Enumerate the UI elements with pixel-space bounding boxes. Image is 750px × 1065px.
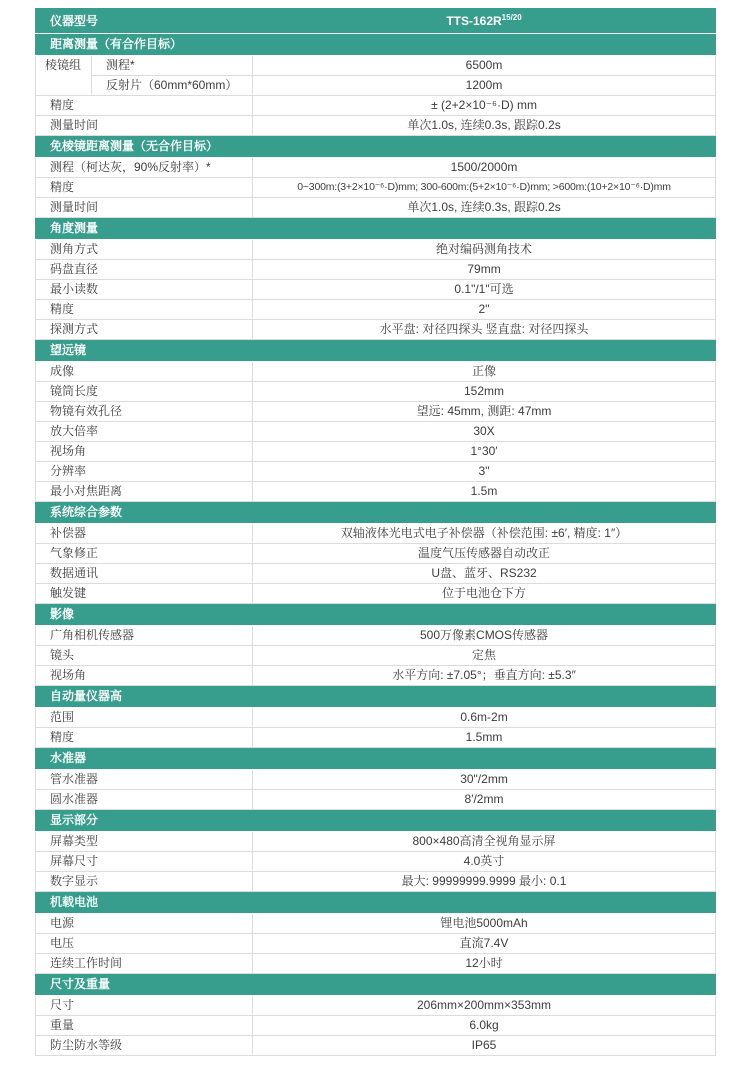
- spec-row: [36, 666, 716, 686]
- section-title: 免棱镜距离测量（无合作目标）: [36, 136, 716, 158]
- spec-row: [36, 482, 716, 502]
- spec-value: 最大: 99999999.9999 最小: 0.1: [253, 872, 716, 892]
- spec-row: [36, 462, 716, 482]
- section-title: 自动量仪器高: [36, 686, 716, 708]
- model-label: 仪器型号: [36, 9, 253, 34]
- spec-value: 6500m: [253, 56, 716, 76]
- section-header-row: [36, 604, 716, 626]
- spec-value: 0.1"/1"可选: [253, 280, 716, 300]
- spec-label: 最小读数: [36, 280, 253, 300]
- spec-value: 3": [253, 462, 716, 482]
- spec-row: [36, 158, 716, 178]
- spec-row: [36, 240, 716, 260]
- spec-label: 尺寸: [36, 996, 253, 1016]
- spec-value: 单次1.0s, 连续0.3s, 跟踪0.2s: [253, 116, 716, 136]
- spec-value: 锂电池5000mAh: [253, 914, 716, 934]
- spec-label: 精度: [36, 300, 253, 320]
- spec-row: [36, 422, 716, 442]
- spec-label: 物镜有效孔径: [36, 402, 253, 422]
- spec-row: [36, 832, 716, 852]
- section-header-row: [36, 686, 716, 708]
- spec-row: [36, 708, 716, 728]
- spec-value: 1°30′: [253, 442, 716, 462]
- section-title: 系统综合参数: [36, 502, 716, 524]
- spec-row: [36, 382, 716, 402]
- model-value: [253, 9, 716, 34]
- spec-row: [36, 56, 716, 76]
- model-superscript: 15/20: [501, 13, 522, 22]
- spec-row: [36, 280, 716, 300]
- spec-row: [36, 584, 716, 604]
- spec-row: [36, 524, 716, 544]
- spec-label: 测程（柯达灰，90%反射率）*: [36, 158, 253, 178]
- section-title: 影像: [36, 604, 716, 626]
- spec-row: [36, 300, 716, 320]
- spec-value: 79mm: [253, 260, 716, 280]
- spec-row: [36, 564, 716, 584]
- spec-value: 定焦: [253, 646, 716, 666]
- spec-label: 精度: [36, 728, 253, 748]
- spec-label: 重量: [36, 1016, 253, 1036]
- spec-label: 电压: [36, 934, 253, 954]
- model-row: [36, 9, 716, 34]
- spec-label: 圆水准器: [36, 790, 253, 810]
- spec-value: ± (2+2×10⁻⁶·D) mm: [253, 96, 716, 116]
- spec-label: 范围: [36, 708, 253, 728]
- spec-value: 4.0英寸: [253, 852, 716, 872]
- section-header-row: [36, 136, 716, 158]
- spec-value: 双轴液体光电式电子补偿器（补偿范围: ±6′, 精度: 1″）: [253, 524, 716, 544]
- spec-label: 测量时间: [36, 116, 253, 136]
- spec-value: 1500/2000m: [253, 158, 716, 178]
- section-header-row: [36, 502, 716, 524]
- spec-value: 800×480高清全视角显示屏: [253, 832, 716, 852]
- spec-label: 广角相机传感器: [36, 626, 253, 646]
- section-header-row: [36, 340, 716, 362]
- spec-value: 1.5mm: [253, 728, 716, 748]
- section-title: 角度测量: [36, 218, 716, 240]
- section-title: 距离测量（有合作目标）: [36, 34, 716, 56]
- spec-table: [35, 8, 716, 1056]
- spec-value: 直流7.4V: [253, 934, 716, 954]
- spec-value: 12小时: [253, 954, 716, 974]
- spec-label: 分辨率: [36, 462, 253, 482]
- spec-label: 镜头: [36, 646, 253, 666]
- spec-row: [36, 76, 716, 96]
- spec-value: U盘、蓝牙、RS232: [253, 564, 716, 584]
- spec-label: 码盘直径: [36, 260, 253, 280]
- spec-value: 1.5m: [253, 482, 716, 502]
- spec-value: 500万像素CMOS传感器: [253, 626, 716, 646]
- spec-row: [36, 442, 716, 462]
- spec-row: [36, 1016, 716, 1036]
- section-header-row: [36, 34, 716, 56]
- spec-label: 精度: [36, 178, 253, 198]
- spec-label: 防尘防水等级: [36, 1036, 253, 1056]
- spec-row: [36, 626, 716, 646]
- spec-row: [36, 320, 716, 340]
- spec-value: 单次1.0s, 连续0.3s, 跟踪0.2s: [253, 198, 716, 218]
- section-title: 显示部分: [36, 810, 716, 832]
- spec-value: 152mm: [253, 382, 716, 402]
- spec-value: 30"/2mm: [253, 770, 716, 790]
- spec-value: 位于电池仓下方: [253, 584, 716, 604]
- spec-value: 206mm×200mm×353mm: [253, 996, 716, 1016]
- spec-row: [36, 116, 716, 136]
- spec-label: 最小对焦距离: [36, 482, 253, 502]
- section-title: 水准器: [36, 748, 716, 770]
- spec-value: 望远: 45mm, 测距: 47mm: [253, 402, 716, 422]
- spec-label: 连续工作时间: [36, 954, 253, 974]
- spec-row: [36, 402, 716, 422]
- spec-row: [36, 198, 716, 218]
- spec-row: [36, 362, 716, 382]
- spec-row: [36, 96, 716, 116]
- spec-label: 镜筒长度: [36, 382, 253, 402]
- spec-value: 2": [253, 300, 716, 320]
- model-name: TTS-162R: [446, 14, 502, 28]
- section-header-row: [36, 974, 716, 996]
- section-header-row: [36, 218, 716, 240]
- section-title: 尺寸及重量: [36, 974, 716, 996]
- spec-value: IP65: [253, 1036, 716, 1056]
- spec-row: [36, 260, 716, 280]
- spec-value: 温度气压传感器自动改正: [253, 544, 716, 564]
- spec-row: [36, 544, 716, 564]
- spec-row: [36, 770, 716, 790]
- spec-value: 水平盘: 对径四探头 竖直盘: 对径四探头: [253, 320, 716, 340]
- spec-row: [36, 934, 716, 954]
- spec-row: [36, 790, 716, 810]
- spec-group-label: 棱镜组: [36, 56, 92, 96]
- spec-label: 屏幕尺寸: [36, 852, 253, 872]
- spec-row: [36, 914, 716, 934]
- spec-value: 绝对编码测角技术: [253, 240, 716, 260]
- spec-label: 电源: [36, 914, 253, 934]
- spec-row: [36, 996, 716, 1016]
- spec-value: 0~300m:(3+2×10⁻⁶·D)mm; 300-600m:(5+2×10⁻⁶·D)mm; >600m:(10+2×10⁻⁶·D)mm: [253, 178, 716, 198]
- spec-row: [36, 1036, 716, 1056]
- section-title: 机载电池: [36, 892, 716, 914]
- spec-value: 1200m: [253, 76, 716, 96]
- spec-label: 气象修正: [36, 544, 253, 564]
- spec-label: 探测方式: [36, 320, 253, 340]
- spec-row: [36, 178, 716, 198]
- spec-value: 30X: [253, 422, 716, 442]
- spec-row: [36, 646, 716, 666]
- section-title: 望远镜: [36, 340, 716, 362]
- spec-label: 测量时间: [36, 198, 253, 218]
- spec-value: 6.0kg: [253, 1016, 716, 1036]
- spec-value: 0.6m-2m: [253, 708, 716, 728]
- spec-label: 成像: [36, 362, 253, 382]
- spec-label: 管水准器: [36, 770, 253, 790]
- spec-label: 触发键: [36, 584, 253, 604]
- spec-label: 数据通讯: [36, 564, 253, 584]
- spec-label: 测程*: [92, 56, 253, 76]
- spec-label: 精度: [36, 96, 253, 116]
- spec-value: 8′/2mm: [253, 790, 716, 810]
- spec-label: 补偿器: [36, 524, 253, 544]
- spec-label: 数字显示: [36, 872, 253, 892]
- spec-label: 视场角: [36, 442, 253, 462]
- spec-value: 正像: [253, 362, 716, 382]
- section-header-row: [36, 810, 716, 832]
- spec-label: 视场角: [36, 666, 253, 686]
- spec-label: 放大倍率: [36, 422, 253, 442]
- spec-table-body: [36, 9, 716, 1056]
- spec-row: [36, 872, 716, 892]
- spec-value: 水平方向: ±7.05°；垂直方向: ±5.3″: [253, 666, 716, 686]
- spec-label: 屏幕类型: [36, 832, 253, 852]
- spec-label: 反射片（60mm*60mm）: [92, 76, 253, 96]
- spec-row: [36, 728, 716, 748]
- section-header-row: [36, 892, 716, 914]
- spec-label: 测角方式: [36, 240, 253, 260]
- section-header-row: [36, 748, 716, 770]
- spec-row: [36, 954, 716, 974]
- spec-row: [36, 852, 716, 872]
